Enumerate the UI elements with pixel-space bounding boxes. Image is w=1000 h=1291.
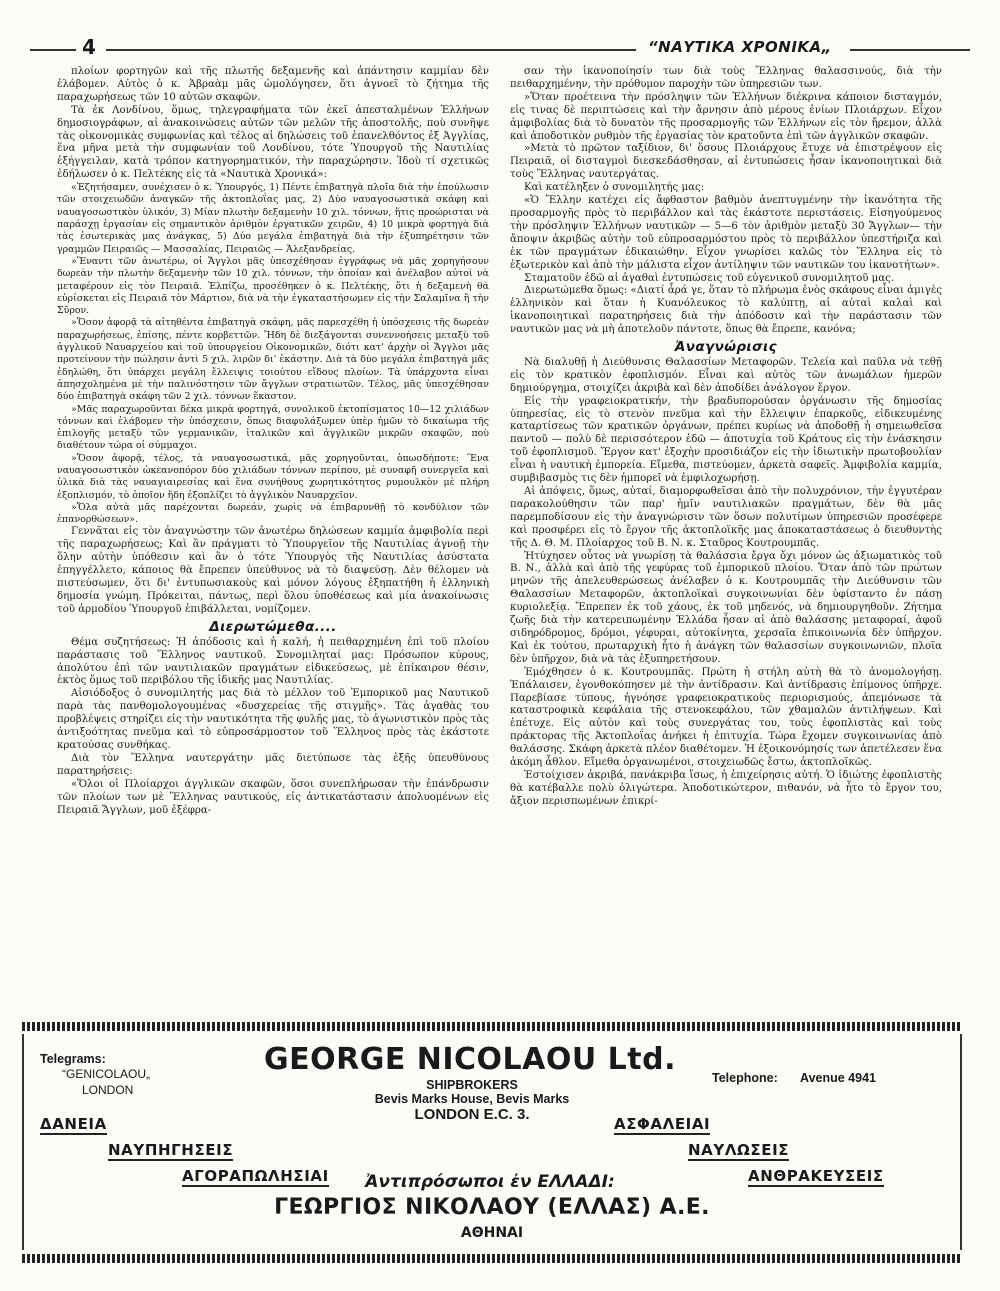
greek-company-name: ΓΕΩΡΓΙΟΣ ΝΙΚΟΛΑΟΥ (ΕΛΛΑΣ) Α.Ε. bbox=[274, 1195, 710, 1220]
company-address: Bevis Marks House, Bevis Marks bbox=[374, 1092, 570, 1106]
right-paragraph: Αἱ ἀπόψεις, ὅμως, αὐταί, διαμορφωθεῖσαι ἀπὸ τὴν πολυχρόνιον, τὴν ἐγγυτέραν παρακολούθησιν τῶν παρ' ἡμῖν ναυτιλιακῶν πραγμάτων, δὲν θὰ μᾶς παρεμποδίσουν εἰς τὴν ἀναγνώρισιν τῶν ὅσων πολυτίμων ὑπηρεσιῶν προσέφερε καὶ προσφέρει εἰς τὸ ἔργον τῆς ἀκτοπλοϊκῆς μας ἀποκαταστάσεως ὁ διευθυντὴς τῆς Δ. Θ. Μ. Πλοίαρχος τοῦ Β. Ν. κ. Σταῦρος Κουτρουμπᾶς. bbox=[510, 486, 942, 549]
left-quote-paragraph: »Ὅλα αὐτὰ μᾶς παρέχονται δωρεάν, χωρὶς νὰ ἐπιβαρυνθῇ τὸ κονδύλιον τῶν ἐπανορθώσεων». bbox=[57, 501, 489, 526]
service-sales: ΑΓΟΡΑΠΩΛΗΣΙΑΙ bbox=[182, 1167, 329, 1185]
right-paragraph: «Ὁ Ἕλλην κατέχει εἰς ἄφθαστον βαθμὸν ἀνεπτυγμένην τὴν ἱκανότητα τῆς προσαρμογῆς πρὸς τὸ περιβάλλον καὶ τὰς ἑκάστοτε περιστάσεις. Εἰσηγούμενος τὴν πρόσληψιν Ἑλλήνων ναυτικῶν — 5—6 τὸν ἀριθμὸν μεταξὺ 30 Ἄγγλων— τὴν ἄποψιν ἀκριβῶς αὐτὴν τοῦ εὐπροσαρμόστου πρὸς τὸ περιβάλλον ὑπεστήριζα καὶ ἐκ τῶν πραγμάτων ἐδικαιώθην. Εἶχον γνωρίσει καλῶς τὸν Ἕλληνα εἰς τὸ ἐξωτερικὸν καὶ ἀπὸ τὴν μάλιστα εἶχον ἀντίληψιν τῶν ναυτικῶν του ἱκανοτήτων». bbox=[510, 195, 942, 271]
right-paragraph: »Μετὰ τὸ πρῶτον ταξίδιον, δι' ὅσους Πλοιάρχους ἔτυχε νὰ ἐπιστρέψουν εἰς Πειραιᾶ, οἱ δισταγμοὶ διεσκεδάσθησαν, αἱ ἐντυπώσεις ἦσαν ἱκανοποιητικαὶ διὰ τοὺς Ἕλληνας ναυτεργάτας. bbox=[510, 143, 942, 181]
left-paragraph: πλοίων φορτηγῶν καὶ τῆς πλωτῆς δεξαμενῆς καὶ ἀπάντησιν καμμίαν δὲν ἐλάβομεν. Αὐτὸς ὁ κ. Ἀβραὰμ μᾶς ὡμολόγησεν, ὅτι ἀγνοεῖ τὸ ζήτημα τῆς παραχωρήσεως τῶν 10 αὐτῶν σκαφῶν. bbox=[57, 66, 489, 103]
right-paragraph: Ἐστοίχισεν ἀκριβά, πανάκριβα ἴσως, ἡ ἐπιχείρησις αὐτή. Ὁ ἰδιώτης ἐφοπλιστὴς θὰ κατέβαλλε πολὺ ὀλιγώτερα. Ἀποδοτικώτερον, πιθανόν, νὰ ἦτο τὸ ἔργον του, ἄξιον περισπωμένων ἐπικρί- bbox=[510, 769, 942, 807]
telephone-label: Telephone: bbox=[712, 1071, 778, 1085]
telegrams-city: LONDON bbox=[82, 1083, 134, 1097]
service-shipbuilding: ΝΑΥΠΗΓΗΣΕΙΣ bbox=[108, 1141, 234, 1159]
company-name: GEORGE NICOLAOU Ltd. bbox=[263, 1042, 677, 1077]
greek-representatives-label: Ἀντιπρόσωποι ἐν ΕΛΛΑΔΙ: bbox=[365, 1172, 615, 1192]
right-paragraph: σαν τὴν ἱκανοποίησίν των διὰ τοὺς Ἕλληνας θαλασσινούς, διὰ τὴν πειθαρχημένην, τὴν πρόθυμον παροχὴν τῶν ὑπηρεσιῶν των. bbox=[510, 66, 942, 90]
header-rule-middle bbox=[106, 49, 636, 51]
right-paragraph: Σταματοῦν ἐδῶ αἱ ἀγαθαὶ ἐντυπώσεις τοῦ εὐγενικοῦ συνομιλητοῦ μας. bbox=[524, 272, 895, 284]
service-coaling: ΑΝΘΡΑΚΕΥΣΕΙΣ bbox=[748, 1167, 884, 1185]
section-heading-dierotometha: Διερωτώμεθα.... bbox=[209, 618, 337, 635]
left-quote-paragraph: »Ὅσον ἀφορᾷ, τέλος, τὰ ναυαγοσωστικά, μᾶς χορηγοῦνται, ὁπωσδήποτε: Ἕνα ναυαγοσωστικὸν ὠκεανοπόρον δύο χιλιάδων τόννων περίπου, μὲ συναφῆ συνεργεῖα καὶ ὑλικὰ διὰ τὰς ναυαγιαιρεσίας καὶ ἕνα συνήθους χωρητικότητος ρυμουλκὸν μὲ πλήρη ἐξοπλισμόν, τὸ ὁποῖον ἤδη ἐξοπλίζει τὸ ἀγγλικὸν Ναυαρχεῖον. bbox=[57, 452, 489, 501]
right-paragraph: Διερωτώμεθα ὅμως: «Διατί ἆρά γε, ὅταν τὸ πλήρωμα ἑνὸς σκάφους εἶναι ἀμιγὲς ἑλληνικὸν καὶ ὅταν ἡ Κυανόλευκος τὸ καλύπτῃ, αἱ αὐταὶ καλαὶ καὶ ἱκανοποιητικαὶ παρατηρήσεις διὰ τὴν ἀπόδοσιν καὶ τὴν παράστασιν τῶν ναυτικῶν μας νὰ μὴ ἀποτελοῦν πάντοτε, ὅπως θὰ ἔπρεπε, κανόνα; bbox=[510, 285, 942, 336]
page-number: 4 bbox=[82, 35, 96, 59]
right-column bbox=[510, 66, 942, 809]
company-city: LONDON E.C. 3. bbox=[414, 1106, 530, 1123]
advertisement-box bbox=[22, 1022, 960, 1264]
service-loans: ΔΑΝΕΙΑ bbox=[40, 1115, 107, 1133]
left-quote-paragraph: «Ἐζητήσαμεν, συνέχισεν ὁ κ. Ὑπουργός, 1) Πέντε ἐπιβατηγὰ πλοῖα διὰ τὴν ἐπούλωσιν τῶν στοιχειωδῶν ἀναγκῶν τῆς ἀκτοπλοΐας μας, 2) Δύο ναυαγοσωστικὰ σκάφη καὶ ναυαγοσωστικὸν ὑλικόν, 3) Μίαν πλωτὴν δεξαμενὴν 10 χιλ. τόννων, ἥτις προώρισται νὰ παράσχῃ ἐργασίαν εἰς σημαντικὸν ἀριθμὸν ἐργατικῶν χειρῶν, 4) 10 μικρὰ φορτηγὰ διὰ τὰς ἐσωτερικὰς μας ἀνάγκας, 5) Δύο μεγάλα ἐπιβατηγὰ διὰ τὴν ἐξυπηρέτησιν τῶν γραμμῶν Πειραιῶς — Μασσαλίας, Πειραιῶς — Ἀλεξανδρείας. bbox=[57, 182, 489, 255]
running-header bbox=[30, 35, 970, 60]
ad-border-top bbox=[22, 1022, 960, 1031]
left-paragraph: «Ὅλοι οἱ Πλοίαρχοι ἀγγλικῶν σκαφῶν, ὅσοι συνεπλήρωσαν τὴν ἐπάνδρωσιν τῶν πλοίων των μὲ Ἕλληνας ναυτικούς, εἰς ἀντικατάστασιν ἀπολυομένων εἰς Πειραιᾶ Ἄγγλων, μοῦ ἐξέφρα- bbox=[57, 778, 489, 816]
telephone-number: Avenue 4941 bbox=[800, 1071, 876, 1085]
greek-company-city: ΑΘΗΝΑΙ bbox=[460, 1225, 524, 1241]
right-paragraph: »Ὅταν προέτεινα τὴν πρόσληψιν τῶν Ἑλλήνων διέκρινα κάποιον δισταγμόν, εἰς τινας δὲ περιπτώσεις καὶ τὴν ἄρνησιν ἀπὸ μέρους ἐνίων Πλοιάρχων. Εἶχον ἀμφιβολίας διὰ τὸ δυνατὸν τῆς προσαρμογῆς τῶν Ἑλλήνων εἰς τὸν ἤρεμον, ἀλλὰ καὶ ἀποδοτικὸν ρυθμὸν τῆς ἐργασίας τὸν κρατοῦντα ἐπὶ τῶν ἀγγλικῶν σκαφῶν. bbox=[510, 91, 942, 142]
telegrams-address: “GENICOLAOU„ bbox=[62, 1067, 151, 1081]
left-paragraph: Τὰ ἐκ Λονδίνου, ὅμως, τηλεγραφήματα τῶν ἐκεῖ ἀπεσταλμένων Ἑλλήνων δημοσιογράφων, αἱ ἀνακοινώσεις αὐτῶν τῶν μελῶν τῆς ἀποστολῆς, ποὺ συνῆψε τὰς οἰκονομικὰς συμφωνίας καὶ τέλος αἱ δηλώσεις τοῦ ἐπανελθόντος ἐξ Ἀγγλίας, ἕνα μῆνα μετὰ τὴν συμφωνίαν τοῦ Λονδίνου, τότε Ὑπουργοῦ τῆς Ναυτιλίας ἐξήγγειλαν, κατὰ τρόπον κατηγορηματικόν, τὴν παραχώρησιν. Ἰδοὺ τί σχετικῶς ἐδήλωσεν ὁ κ. Πελτέκης εἰς τὰ «Ναυτικὰ Χρονικά»: bbox=[57, 104, 489, 181]
left-paragraph: Γεννᾶται εἰς τὸν ἀναγνώστην τῶν ἀνωτέρω δηλώσεων καμμία ἀμφιβολία περὶ τῆς παραχωρήσεως; Καὶ ἂν πράγματι τὸ Ὑπουργεῖον τῆς Ναυτιλίας ἀγνοῇ τὴν ὅλην αὐτὴν ὑπόθεσιν καὶ ἂν ὁ τότε Ὑπουργὸς τῆς Ναυτιλίας ἀσύστατα ἐπηγγέλλετο, κάποιος θὰ ἔπρεπεν ὑπεύθυνος νὰ τὸ διαψεύσῃ. Δὲν θέλομεν νὰ πιστεύσωμεν, ὅτι δι' ἐντυπωσιακοὺς καὶ μόνον λόγους ἐξηπατήθη ἡ ἑλληνικὴ δημοσία γνώμη. Πρόκειται, πάντως, περὶ ὅλου ὑποθέσεως καὶ μία ἀνακοίνωσις τοῦ ἁρμοδίου Ὑπουργοῦ ἐπιβάλλεται, νομίζομεν. bbox=[57, 526, 489, 615]
right-paragraph: Εἰς τὴν γραφειοκρατικήν, τὴν βραδυπορούσαν ὀργάνωσιν τῆς δημοσίας ὑπηρεσίας, εἰς τὸ στενὸν πνεῦμα καὶ τὴν ἔλλειψιν ἐπαρκοῦς, εἰδικευμένης καταρτίσεως τῶν κρατικῶν ὀργάνων, πρέπει κυρίως νὰ ἀποδοθῇ ἡ σημειωθεῖσα παντοῦ — πολὺ δὲ περισσότερον ἐδῶ — ἀποτυχία τοῦ Κράτους εἰς τὴν ἐνάσκησιν τοῦ ἐφοπλισμοῦ. Ἔργον κατ' ἐξοχὴν προσιδιάζον εἰς τὴν ἰδιωτικὴν πρωτοβουλίαν εἶναι ἡ ναυτικὴ ἐμπορεία. Εἴμεθα, πιστεύομεν, ἀρκετὰ σαφεῖς. Ἀμφιβολία καμμία, συμβιβασμὸς τις δὲν ἠμπορεῖ νὰ ἐμφιλοχωρήσῃ. bbox=[510, 395, 942, 485]
left-paragraph: Διὰ τὸν Ἕλληνα ναυτεργάτην μᾶς διετύπωσε τὰς ἑξῆς ὑπευθύνους παρατηρήσεις: bbox=[57, 752, 489, 777]
left-quote-paragraph: »Ὅσον ἀφορᾷ τὰ αἰτηθέντα ἐπιβατηγὰ σκάφη, μᾶς παρεσχέθη ἡ ὑπόσχεσις τῆς δωρεὰν παραχωρήσεως, ἐπίσης, πέντε κορβεττῶν. Ἤδη δὲ διεξάγονται συνεννοήσεις μεταξὺ τοῦ ἀγγλικοῦ Ναυαρχείου καὶ τοῦ ὑπουργείου Οἰκονομικῶν, διότι κατ' ἀρχὴν οἱ Ἄγγλοι μᾶς προτείνουν τὴν πώλησιν ἀντὶ 5 χιλ. λιρῶν δι' ἑκάστην. Διὰ τὰ δύο μεγάλα ἐπιβατηγὰ μᾶς ἐδηλώθη, ὅτι ὑπάρχει μεγάλη ἔλλειψις τοιούτου εἴδους πλοίων. Τὰ ὑπάρχοντα εἶναι ἀπησχολημένα μὲ τὴν παλινόστησιν τῶν ἄγγλων στρατιωτῶν. Τέλος, μᾶς ὑπεσχέθησαν δύο ἐπιβατηγὰ σκάφη τῶν 2 χιλ. τόννων ἕκαστον. bbox=[57, 317, 489, 403]
right-paragraph: Νὰ διαλυθῇ ἡ Διεύθυνσις Θαλασσίων Μεταφορῶν. Τελεία καὶ παῦλα νὰ τεθῇ εἰς τὸν κρατικὸν ἐφοπλισμόν. Εἶναι καὶ αὐτὸς τῶν ἀνωμάλων ἡμερῶν δημιούργημα, στοιχίζει ἀκριβὰ καὶ δὲν ἀποδίδει ἀνάλογον ἔργον. bbox=[510, 356, 942, 394]
service-chartering: ΝΑΥΛΩΣΕΙΣ bbox=[688, 1141, 790, 1159]
right-paragraph: Ἐμόχθησεν ὁ κ. Κουτρουμπᾶς. Πρώτη ἡ στήλη αὐτὴ θὰ τὸ ἀνομολογήσῃ. Ἐπάλαισεν, ἐγονθοκόπησεν μὲ τὴν ἀντίδρασιν. Καὶ ἀντίδρασις ἐπίμονος ὑπῆρχε. Παρεβίασε τύπους, ἠγνόησε γραφειοκρατικοὺς περιορισμούς, ἀπεμόνωσε τὰ καταστροφικὰ κεφάλαια τῆς στενοκεφάλου, τῶν χθαμαλῶν ἀντιλήψεων. Καὶ ἐπέτυχε. Εἰς αὐτὸν καὶ τοὺς συνεργάτας του, τοὺς ἐφοπλιστὰς καὶ τοὺς πράκτορας τῆς Ἀκτοπλοΐας ἀνήκει ἡ ἐπιτυχία. Τώρα ἔχομεν συγκοινωνίας ἀπὸ θαλάσσης. Σκάφη ἀρκετὰ πλέον διαθέτομεν. Ἡ ἐξοικονόμησίς των ἀπετέλεσεν ἕνα ἀκόμη ἆθλον. Εἴμεθα ὀργανωμένοι, στοιχειωδῶς ἔστω, ἀκτοπλοϊκῶς. bbox=[510, 666, 942, 769]
header-rule-left bbox=[30, 49, 76, 51]
service-insurance: ΑΣΦΑΛΕΙΑΙ bbox=[614, 1115, 711, 1133]
left-paragraph: Θέμα συζητήσεως: Ἡ ἀπόδοσις καὶ ἡ καλή, ἡ πειθαρχημένη ἐπὶ τοῦ πλοίου παράστασις τοῦ Ἕλληνος ναυτικοῦ. Συνομιληταί μας: Πρόσωπον κύρους, ἀπολύτου ἐπὶ τῶν ναυτιλιακῶν πραγμάτων εἰδικεύσεως, μὲ ἐπίκαιρον θέσιν, ἐκτὸς ὅμως τοῦ περιβόλου τῆς ἰδικῆς μας Ναυτιλίας. bbox=[57, 636, 489, 687]
ad-border-bottom bbox=[22, 1254, 960, 1263]
right-paragraph: Ἠτύχησεν οὗτος νὰ γνωρίσῃ τὰ θαλάσσια ἔργα ὄχι μόνον ὡς ἀξιωματικὸς τοῦ Β. Ν., ἀλλὰ καὶ ἀπὸ τῆς γεφύρας τοῦ ἐμπορικοῦ πλοίου. Ὅταν ἀπὸ τῶν πρώτων μηνῶν τῆς ἀπελευθερώσεως ἀνέλαβεν ὁ κ. Κουτρουμπᾶς τὴν Διεύθυνσιν τῶν Θαλασσίων Μεταφορῶν, ἀκτοπλοϊκαὶ συγκοινωνίαι δὲν ὑφίσταντο ἐν πάσῃ κυριολεξίᾳ. Ἔπρεπεν ἐκ τοῦ χάους, ἐκ τοῦ μηδενός, νὰ δημιουργηθοῦν. Ζήτημα ζωῆς διὰ τὴν κατερειπωμένην Ἑλλάδα ἦσαν αἱ ἀπὸ θαλάσσης μεταφοραί, ἀφοῦ σιδηρόδρομος, δρόμοι, γέφυραι, αὐτοκίνητα, χερσαῖα ἐπικοινωνία δὲν ὑπῆρχον. Καὶ ἐκ τούτου, πρωταρχικὴ ἦτο ἡ ἀνάγκη τῶν θαλασσίων συγκοινωνιῶν, πλοῖα δὲν ὑπῆρχον, διὰ νὰ τὰς ἐξυπηρετήσουν. bbox=[510, 550, 942, 665]
company-trade: SHIPBROKERS bbox=[426, 1078, 518, 1092]
right-paragraph: Καὶ κατέληξεν ὁ συνομιλητής μας: bbox=[524, 182, 705, 194]
header-rule-right bbox=[850, 49, 970, 51]
journal-title: “ΝΑΥΤΙΚΑ ΧΡΟΝΙΚΑ„ bbox=[648, 38, 832, 56]
section-heading-anagnorisis: Ἀναγνώρισις bbox=[674, 339, 778, 356]
telegrams-label: Telegrams: bbox=[40, 1052, 106, 1066]
left-paragraph: Αἰσιόδοξος ὁ συνομιλητής μας διὰ τὸ μέλλον τοῦ Ἐμπορικοῦ μας Ναυτικοῦ παρὰ τὰς πανθομολογουμένας «δυσχερείας τῆς στιγμῆς». Τὰς ἀγαθὰς του προβλέψεις στηρίζει εἰς τὴν ναυτικότητα τῆς φυλῆς μας, τὸ ἀγωνιστικὸν πρὸς τὰς ἀντιξοότητας πνεῦμα καὶ τὸ εὐπροσάρμοστον τοῦ Ἕλληνος πρὸς τὰς ἑκάστοτε κρατούσας συνθήκας. bbox=[57, 688, 489, 751]
left-column bbox=[57, 66, 489, 817]
left-quote-paragraph: »Ἔναντι τῶν ἀνωτέρω, οἱ Ἄγγλοι μᾶς ὑπεσχέθησαν ἐγγράφως νὰ μᾶς χορηγήσουν δωρεὰν τὴν πλωτὴν δεξαμενὴν τῶν 10 χιλ. τόννων, τὴν ὁποίαν καὶ ἀνέλαβον αὐτοὶ νὰ μεταφέρουν εἰς τὸν Πειραιᾶ. Ἐλπίζω, προσέθηκεν ὁ κ. Πελτέκης, ὅτι ἡ δεξαμενὴ θὰ εὑρίσκεται εἰς Πειραιᾶ τὸν Μάρτιον, διὰ νὰ τὴν ἐγκαταστήσωμεν εἰς τὴν Σαλαμῖνα ἢ τὴν Σῦρον. bbox=[57, 255, 489, 317]
left-quote-paragraph: »Μᾶς παραχωροῦνται δέκα μικρὰ φορτηγά, συνολικοῦ ἐκτοπίσματος 10—12 χιλιάδων τόννων καὶ ἐλάβομεν τὴν ὑπόσχεσιν, ὅπως διαφυλάξωμεν ὑπὲρ ἡμῶν τὸ δικαίωμα τῆς ἐπιλογῆς μεταξὺ τῶν γερμανικῶν, ἰταλικῶν καὶ ἀγγλικῶν μικρῶν σκαφῶν, ποὺ διαθέτουν τώρα οἱ σύμμαχοι. bbox=[57, 403, 489, 452]
